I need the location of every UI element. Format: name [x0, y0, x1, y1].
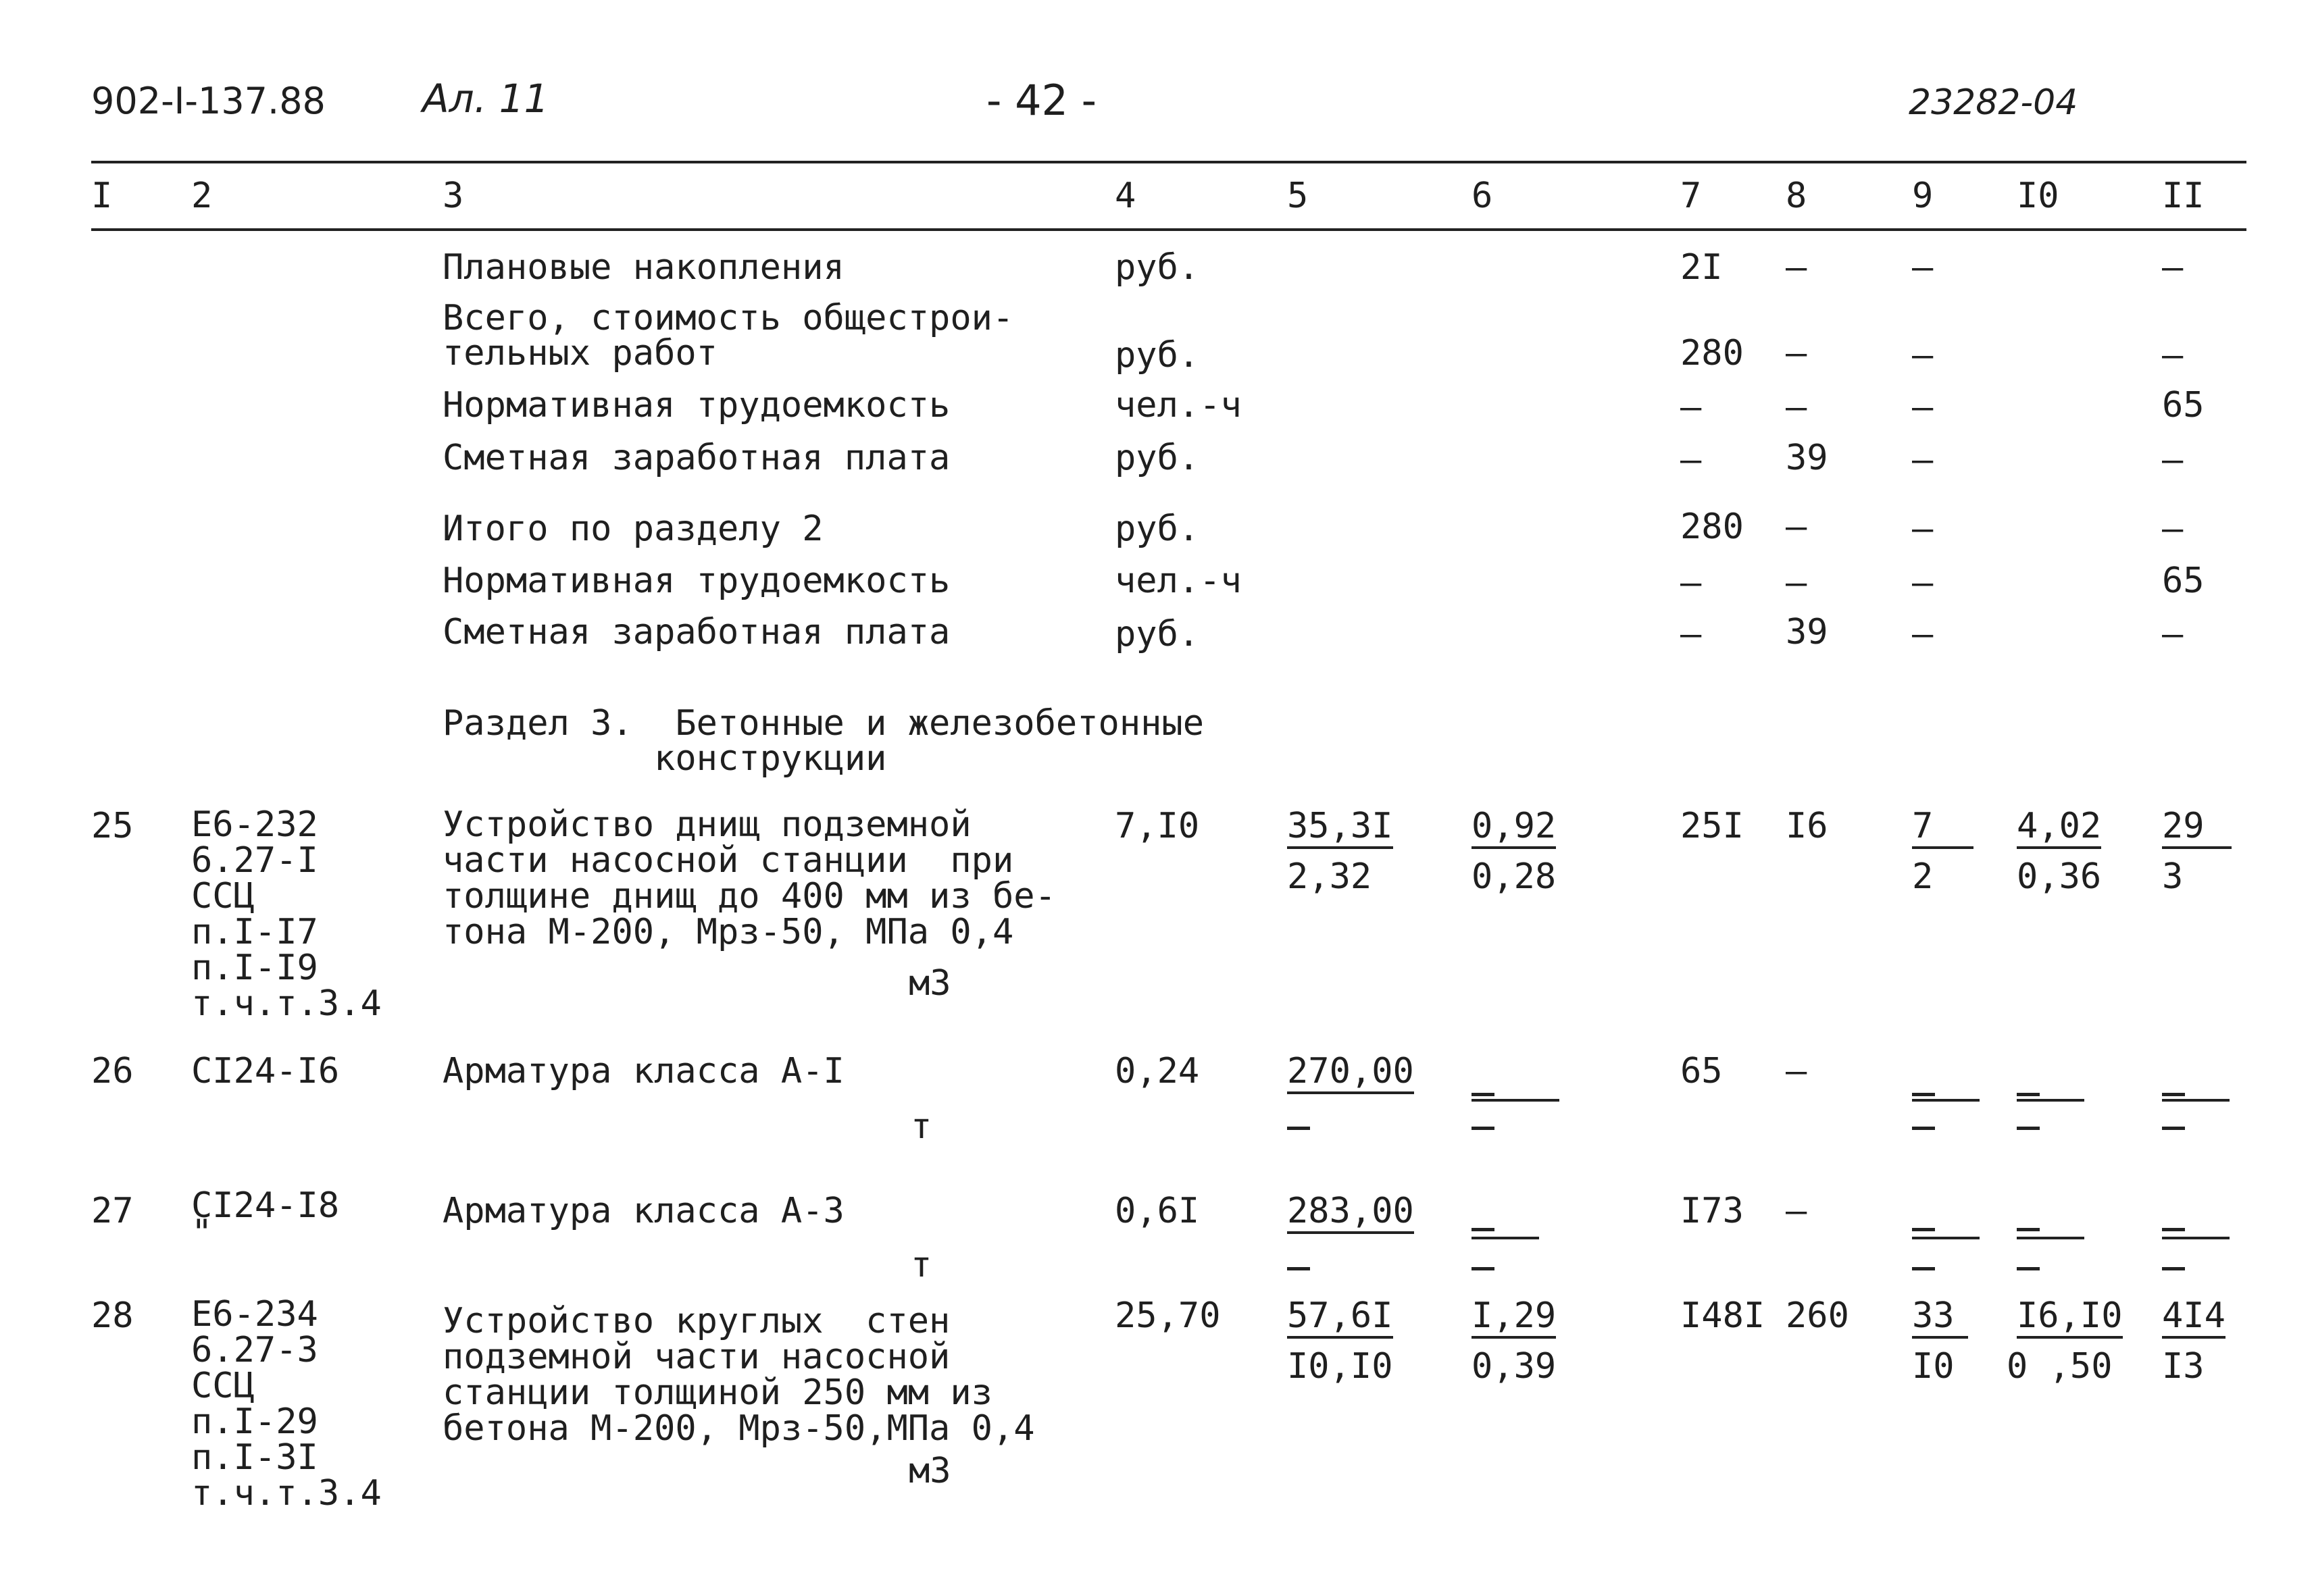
summary-c9: –: [1912, 335, 1934, 376]
total-wage: 260: [1786, 1295, 1849, 1336]
unit-cost-wage: 2,32: [1287, 856, 1372, 897]
total-labor-value: 4I4: [2162, 1297, 2225, 1339]
summary-label: Плановые накопления: [443, 247, 845, 288]
summary-wage: –: [1786, 563, 1807, 603]
summary-label: Итого по разделу 2: [443, 509, 824, 549]
total-machine-wage-empty: [1912, 1121, 1935, 1134]
unit-machine-cost-value: I,29: [1472, 1297, 1556, 1339]
table-header-rule: [91, 228, 2246, 231]
total-labor-value: 29: [2162, 807, 2232, 849]
total-cost: I48I: [1680, 1295, 1765, 1336]
unit-cost-wage-empty: [1287, 1262, 1310, 1275]
total-machine-wage: 2: [1912, 856, 1934, 897]
total-machine-cost: [1912, 807, 1973, 849]
summary-unit: руб.: [1115, 614, 1200, 654]
total-labor-machine-empty: [2162, 1121, 2185, 1134]
item-quantity: 0,24: [1115, 1051, 1200, 1091]
summary-cost: 280: [1680, 333, 1744, 374]
summary-c9: –: [1912, 440, 1934, 480]
total-machine-wage-empty: [1912, 1262, 1935, 1275]
column-header-5: 5: [1287, 176, 1309, 216]
summary-wage: –: [1786, 333, 1807, 374]
summary-label: Нормативная трудоемкость: [443, 385, 951, 426]
inventory-number: 23282-04: [1909, 82, 2078, 123]
total-machine-cost: [1912, 1297, 1968, 1339]
summary-unit: руб.: [1115, 509, 1200, 549]
column-header-2: 2: [191, 176, 213, 216]
unit-machine-cost-value: 0,92: [1472, 807, 1556, 849]
unit-cost-total: [1287, 1052, 1414, 1094]
unit-cost-total-value: 57,6I: [1287, 1297, 1393, 1339]
total-labor-rule: [2162, 1091, 2230, 1104]
unit-machine-cost: [1472, 1297, 1556, 1339]
summary-cost: –: [1680, 440, 1702, 480]
unit-machine-wage: 0,28: [1472, 856, 1557, 897]
item-code: СI24-I8 ": [191, 1185, 340, 1253]
item-unit: т: [911, 1245, 932, 1285]
unit-labor-rule: [2017, 1091, 2084, 1104]
item-unit: м3: [909, 1451, 951, 1491]
table-top-rule: [91, 161, 2246, 163]
summary-unit: руб.: [1115, 335, 1200, 376]
unit-cost-total-value: 270,00: [1287, 1052, 1414, 1094]
summary-wage: 39: [1786, 438, 1828, 478]
column-header-4: 4: [1115, 176, 1136, 216]
summary-wage: –: [1786, 507, 1807, 547]
total-machine-rule: [1912, 1091, 1980, 1104]
unit-cost-total-value: 283,00: [1287, 1192, 1414, 1234]
column-header-10: I0: [2017, 176, 2059, 216]
total-cost: I73: [1680, 1191, 1744, 1231]
item-number: 28: [91, 1295, 134, 1336]
summary-cost: –: [1680, 563, 1702, 603]
summary-wage: –: [1786, 387, 1807, 428]
unit-cost-wage-empty: [1287, 1121, 1310, 1134]
summary-c9: –: [1912, 563, 1934, 603]
column-header-8: 8: [1786, 176, 1807, 216]
total-machine-wage: I0: [1912, 1346, 1955, 1387]
column-header-9: 9: [1912, 176, 1934, 216]
total-cost: 25I: [1680, 806, 1744, 846]
total-wage: –: [1786, 1051, 1807, 1091]
item-quantity: 0,6I: [1115, 1191, 1200, 1231]
section-title: Раздел 3. Бетонные и железобетонные конструкции: [443, 703, 1205, 779]
item-code: Е6-232 6.27-I ССЦ п.I-I7 п.I-I9 т.ч.т.3.4: [191, 804, 382, 1024]
item-description: Устройство круглых стен подземной части насосной станции толщиной 250 мм из бетона М-200, Мрз-50,МПа 0,4: [443, 1301, 1035, 1449]
item-unit: т: [911, 1106, 932, 1147]
summary-cost: –: [1680, 614, 1702, 654]
unit-cost-wage: I0,I0: [1287, 1346, 1393, 1387]
total-wage: –: [1786, 1191, 1807, 1231]
total-labor-rule: [2162, 1229, 2230, 1242]
unit-machine-wage-empty: [1472, 1262, 1494, 1275]
unit-labor-value: 4,02: [2017, 807, 2101, 849]
item-description: Арматура класса А-3: [443, 1191, 845, 1231]
summary-wage: 39: [1786, 612, 1828, 652]
summary-c9: –: [1912, 614, 1934, 654]
summary-labor: –: [2162, 614, 2184, 654]
unit-machine-rule: [1472, 1091, 1559, 1104]
summary-labor: –: [2162, 440, 2184, 480]
unit-machine-rule: [1472, 1229, 1539, 1242]
unit-cost-total: [1287, 1192, 1414, 1234]
summary-label: Сметная заработная плата: [443, 438, 951, 478]
doc-code: 902-I-137.88: [91, 80, 326, 122]
item-unit: м3: [909, 963, 951, 1004]
unit-machine-wage-empty: [1472, 1121, 1494, 1134]
summary-unit: чел.-ч: [1115, 561, 1242, 601]
summary-c9: –: [1912, 387, 1934, 428]
total-machine-cost-value: 33: [1912, 1297, 1968, 1339]
summary-labor: –: [2162, 247, 2184, 288]
unit-labor: [2017, 1297, 2123, 1339]
unit-machine-wage: 0,39: [1472, 1346, 1557, 1387]
total-labor: [2162, 807, 2232, 849]
summary-labor: 65: [2162, 385, 2205, 426]
column-header-7: 7: [1680, 176, 1702, 216]
summary-label: Всего, стоимость общестрои- тельных работ: [443, 298, 1014, 374]
unit-cost-total: [1287, 807, 1393, 849]
item-code: Е6-234 6.27-3 ССЦ п.I-29 п.I-3I т.ч.т.3.4: [191, 1294, 382, 1514]
item-quantity: 25,70: [1115, 1295, 1221, 1336]
summary-unit: руб.: [1115, 438, 1200, 478]
unit-machine-cost: [1472, 807, 1556, 849]
summary-label: Сметная заработная плата: [443, 612, 951, 652]
summary-labor: –: [2162, 335, 2184, 376]
item-number: 27: [91, 1191, 134, 1231]
album-number: Ал. 11: [422, 76, 549, 122]
item-description: Устройство днищ подземной части насосной станции при толщине днищ до 400 мм из бе- тона М-200, Мрз-50, МПа 0,4: [443, 804, 1056, 952]
unit-labor-machine: 0 ,50: [2007, 1346, 2113, 1387]
summary-wage: –: [1786, 247, 1807, 288]
item-code: СI24-I6: [191, 1051, 340, 1091]
item-description: Арматура класса А-I: [443, 1051, 845, 1091]
column-header-6: 6: [1472, 176, 1493, 216]
unit-labor: [2017, 807, 2101, 849]
item-quantity: 7,I0: [1115, 806, 1200, 846]
unit-labor-rule: [2017, 1229, 2084, 1242]
total-machine-rule: [1912, 1229, 1980, 1242]
item-number: 26: [91, 1051, 134, 1091]
summary-cost: 280: [1680, 507, 1744, 547]
unit-labor-machine-empty: [2017, 1121, 2040, 1134]
page-number: - 42 -: [986, 76, 1097, 125]
total-cost: 65: [1680, 1051, 1723, 1091]
unit-cost-total: [1287, 1297, 1393, 1339]
summary-labor: 65: [2162, 561, 2205, 601]
total-labor-machine: I3: [2162, 1346, 2205, 1387]
unit-labor-machine-empty: [2017, 1262, 2040, 1275]
summary-c9: –: [1912, 247, 1934, 288]
summary-unit: чел.-ч: [1115, 385, 1242, 426]
total-labor-machine-empty: [2162, 1262, 2185, 1275]
unit-labor-value: I6,I0: [2017, 1297, 2123, 1339]
summary-unit: руб.: [1115, 247, 1200, 288]
summary-cost: 2I: [1680, 247, 1723, 288]
unit-labor-machine: 0,36: [2017, 856, 2102, 897]
summary-labor: –: [2162, 509, 2184, 549]
total-labor: [2162, 1297, 2225, 1339]
summary-cost: –: [1680, 387, 1702, 428]
column-header-1: I: [91, 176, 113, 216]
item-number: 25: [91, 806, 134, 846]
total-labor-machine: 3: [2162, 856, 2184, 897]
unit-cost-total-value: 35,3I: [1287, 807, 1393, 849]
summary-c9: –: [1912, 509, 1934, 549]
column-header-3: 3: [443, 176, 464, 216]
summary-label: Нормативная трудоемкость: [443, 561, 951, 601]
total-machine-cost-value: 7: [1912, 807, 1973, 849]
total-wage: I6: [1786, 806, 1828, 846]
column-header-11: II: [2162, 176, 2205, 216]
